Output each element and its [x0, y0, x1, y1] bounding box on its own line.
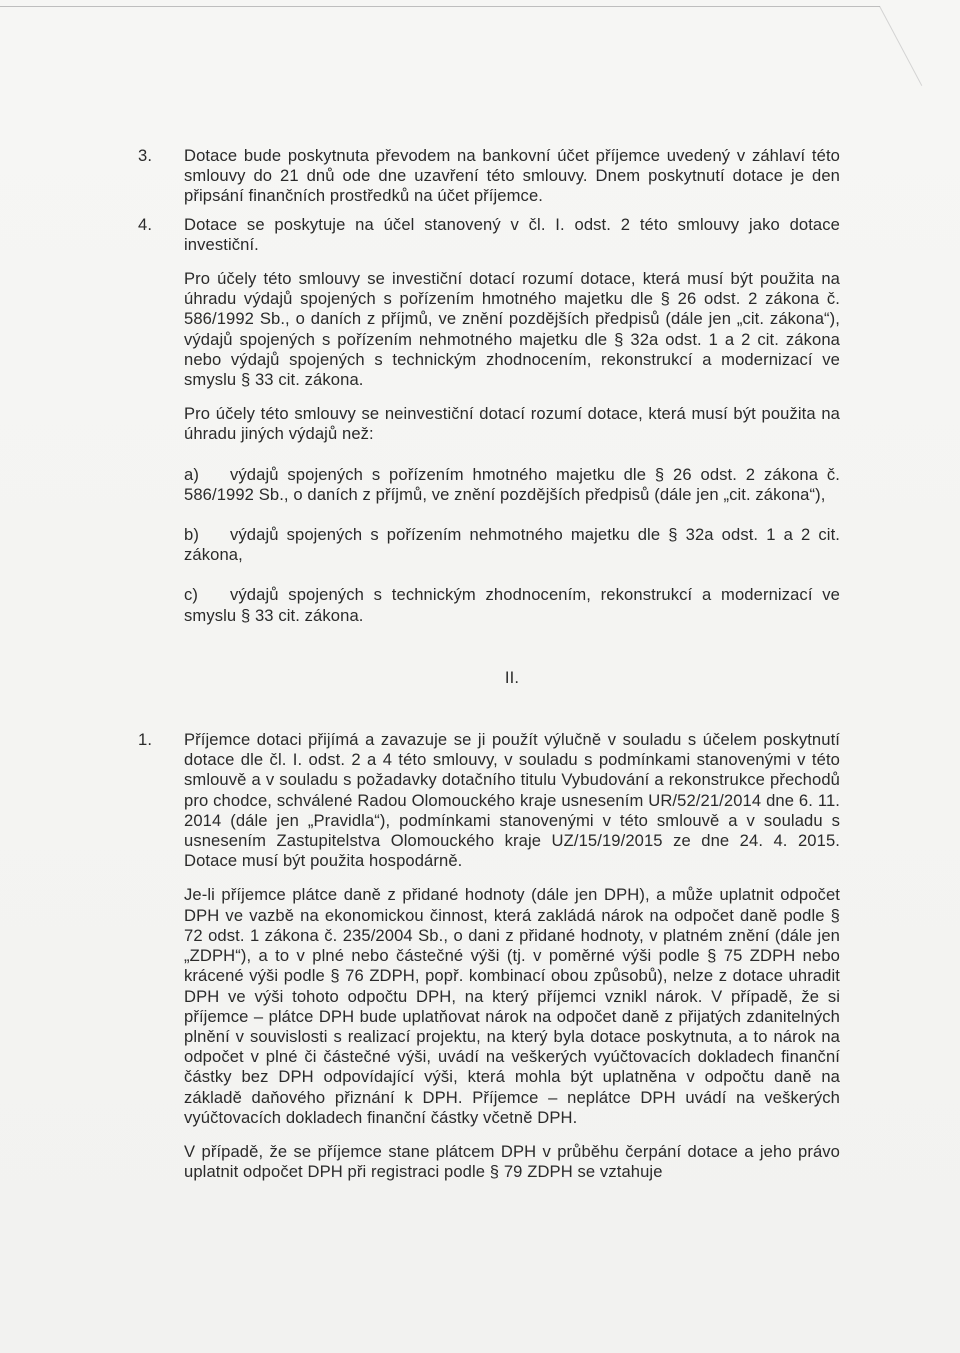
section-2-clause-1	[138, 730, 840, 871]
noninvestment-definition	[138, 404, 840, 444]
list-item-label: c)	[184, 585, 199, 605]
clause-3	[138, 146, 840, 207]
paragraph-text: V případě, že se příjemce stane plátcem DPH v průběhu čerpání dotace a jeho právo uplatnit odpočet DPH při registraci podle § 79 ZDPH se vztahuje	[184, 1141, 840, 1182]
paragraph-text: Pro účely této smlouvy se investiční dotací rozumí dotace, která musí být použita na úhradu výdajů spojených s pořízením hmotného majetku dle § 26 odst. 2 zákona č. 586/1992 Sb., o daních z příjmů, ve znění pozdějších předpisů (dále jen „cit. zákona“), výdajů spojených s pořízením nehmotného majetku dle § 32a odst. 1 a 2 cit. zákona nebo výdajů spojených s technickým zhodnocením, rekonstrukcí a modernizací ve smyslu § 33 cit. zákona.	[184, 269, 840, 390]
scan-edge-line	[0, 6, 880, 7]
clause-number: 1.	[138, 730, 153, 750]
section-heading: II.	[504, 667, 520, 687]
clause-text: Příjemce dotaci přijímá a zavazuje se ji použít výlučně v souladu s účelem poskytnutí dotace dle čl. I. odst. 2 a 4 této smlouvy, v souladu s podmínkami stanovenými v této smlouvě a v souladu s požadavky dotačního titulu Vybudování a rekonstrukce přechodů pro chodce, schválené Radou Olomouckého kraje usnesením UR/52/21/2014 dne 6. 11. 2014 (dále jen „Pravidla“), podmínkami stanovenými v této smlouvě a v souladu s usnesením Zastupitelstva Olomouckého kraje UZ/15/19/2015 ze dne 24. 4. 2015. Dotace musí být použita hospodárně.	[184, 730, 840, 871]
vat-registration-paragraph	[138, 1142, 840, 1182]
list-item-body: výdajů spojených s pořízením nehmotného majetku dle § 32a odst. 1 a 2 cit. zákona,	[184, 525, 840, 565]
list-item-a	[138, 465, 840, 505]
list-item-text	[184, 465, 840, 505]
paragraph-text: Pro účely této smlouvy se neinvestiční dotací rozumí dotace, která musí být použita na úhradu jiných výdajů než:	[184, 404, 840, 444]
document-body	[138, 146, 840, 1182]
clause-number: 4.	[138, 214, 153, 234]
list-item-label: b)	[184, 525, 199, 545]
list-item-c	[138, 585, 840, 625]
list-item-b	[138, 525, 840, 565]
clause-number: 3.	[138, 146, 153, 165]
list-item-body: výdajů spojených s pořízením hmotného majetku dle § 26 odst. 2 zákona č. 586/1992 Sb., o daních z příjmů, ve znění pozdějších předpisů (dále jen „cit. zákona“),	[184, 464, 840, 504]
clause-text: Dotace se poskytuje na účel stanovený v čl. I. odst. 2 této smlouvy jako dotace investiční.	[184, 214, 840, 254]
investment-definition	[138, 269, 840, 390]
clause-4	[138, 215, 840, 255]
clause-text: Dotace bude poskytnuta převodem na bankovní účet příjemce uvedený v záhlaví této smlouvy do 21 dnů ode dne uzavření této smlouvy. Dnem poskytnutí dotace je den připsání finančních prostředků na účet příjemce.	[184, 146, 840, 206]
vat-paragraph	[138, 885, 840, 1127]
list-item-body: výdajů spojených s technickým zhodnocením, rekonstrukcí a modernizací ve smyslu § 33 cit. zákona.	[184, 585, 840, 625]
list-item-label: a)	[184, 464, 199, 484]
paragraph-text: Je-li příjemce plátce daně z přidané hodnoty (dále jen DPH), a může uplatnit odpočet DPH ve vazbě na ekonomickou činnost, která zakládá nárok na odpočet daně podle § 72 odst. 1 zákona č. 235/2004 Sb., o dani z přidané hodnoty, v platném znění (dále jen „ZDPH“), a to v plné nebo částečné výši (tj. v poměrné výši podle § 75 ZDPH nebo krácené výši podle § 76 ZDPH, popř. kombinací obou způsobů), nelze z dotace uhradit DPH ve výši tohoto odpočtu DPH, na který příjemci vznikl nárok. V případě, že si příjemce – plátce DPH bude uplatňovat nárok na odpočet daně z přijatých zdanitelných plnění v souvislosti s realizací projektu, na který byla dotace poskytnuta, a to nárok na odpočet v plné či částečné výši, uvádí na veškerých vyúčtovacích dokladech finanční částky bez DPH odpovídající výši, která mohla být uplatněna v odpočtu daně na základě daňového přiznání k DPH. Příjemce – neplátce DPH uvádí na veškerých vyúčtovacích dokladech finanční částky včetně DPH.	[184, 885, 840, 1127]
list-item-text	[184, 585, 840, 625]
list-item-text	[184, 525, 840, 565]
